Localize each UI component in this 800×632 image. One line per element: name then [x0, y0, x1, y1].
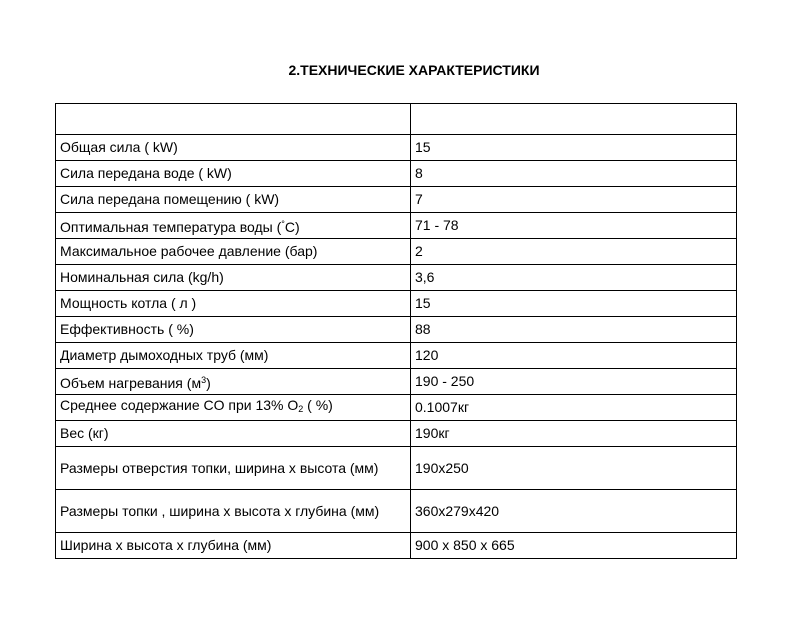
row-value: 120 [411, 343, 737, 369]
row-label-text-end: ( %) [303, 397, 333, 413]
table-row [56, 135, 737, 161]
superscript-three: 3 [201, 374, 207, 385]
table-row [56, 161, 737, 187]
header-cell-label [56, 104, 411, 135]
spec-table [55, 103, 737, 559]
table-row [56, 265, 737, 291]
table-row [56, 369, 737, 395]
row-value: 15 [411, 291, 737, 317]
table-row [56, 317, 737, 343]
row-label-text: Объем нагревания (м [60, 374, 202, 391]
row-value: 71 - 78 [411, 213, 737, 239]
row-value: 7 [411, 187, 737, 213]
subscript-two: 2 [298, 404, 304, 414]
table-row [56, 490, 737, 533]
row-value: 8 [411, 161, 737, 187]
table-row [56, 343, 737, 369]
row-label-text: Оптимальная температура воды ( [60, 218, 282, 235]
table-row [56, 213, 737, 239]
row-value: 15 [411, 135, 737, 161]
degree-symbol: ° [281, 218, 285, 229]
row-label: Еффективность ( %) [56, 317, 411, 343]
row-label-text-end: C) [284, 218, 300, 235]
page-title: 2.ТЕХНИЧЕСКИЕ ХАРАКТЕРИСТИКИ [288, 62, 540, 78]
row-value: 2 [411, 239, 737, 265]
row-label: Мощность котла ( л ) [56, 291, 411, 317]
row-label: Ширина х высота х глубина (мм) [56, 533, 411, 559]
row-label: Размеры отверстия топки, ширина х высота (мм) [56, 447, 411, 490]
row-label: Размеры топки , ширина х высота х глубина (мм) [56, 490, 411, 533]
row-value: 88 [411, 317, 737, 343]
row-value: 190x250 [411, 447, 737, 490]
table-header-row [56, 104, 737, 135]
row-value: 900 x 850 x 665 [411, 533, 737, 559]
table-row [56, 447, 737, 490]
header-cell-value [411, 104, 737, 135]
table-row [56, 395, 737, 421]
row-value: 360x279x420 [411, 490, 737, 533]
row-label-text: Среднее содержание CO при 13% O [60, 397, 299, 413]
table-row [56, 421, 737, 447]
row-label [56, 213, 411, 239]
row-label [56, 395, 411, 421]
row-label: Общая сила ( kW) [56, 135, 411, 161]
row-label: Вес (кг) [56, 421, 411, 447]
row-label [56, 369, 411, 395]
table-row [56, 239, 737, 265]
table-row [56, 187, 737, 213]
row-value: 190 - 250 [411, 369, 737, 395]
row-value: 190кг [411, 421, 737, 447]
row-label: Сила передана воде ( kW) [56, 161, 411, 187]
row-value: 0.1007кг [411, 395, 737, 421]
table-row [56, 291, 737, 317]
row-label: Сила передана помещению ( kW) [56, 187, 411, 213]
row-value: 3,6 [411, 265, 737, 291]
table-row [56, 533, 737, 559]
row-label: Максимальное рабочее давление (бар) [56, 239, 411, 265]
row-label: Диаметр дымоходных труб (мм) [56, 343, 411, 369]
row-label: Номинальная сила (kg/h) [56, 265, 411, 291]
row-label-text-end: ) [206, 374, 211, 391]
